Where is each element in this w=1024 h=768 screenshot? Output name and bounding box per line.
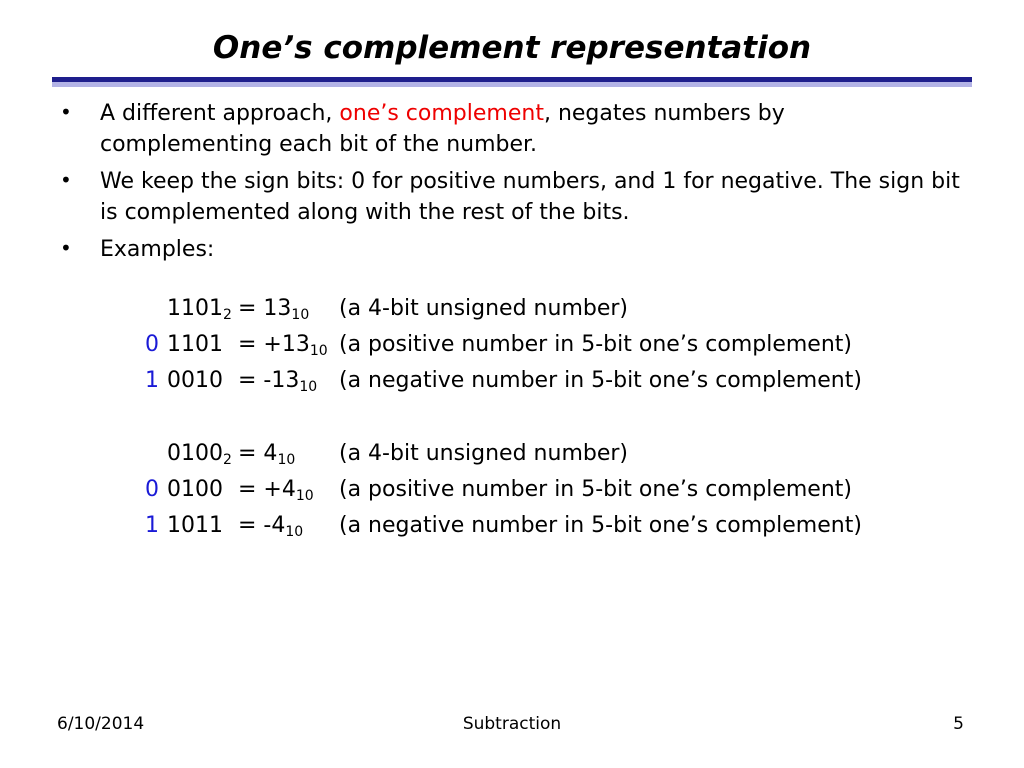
example-description: (a positive number in 5-bit one’s complement) (339, 477, 852, 502)
bullet-text: Examples: (100, 237, 215, 262)
page-number: 5 (953, 714, 964, 734)
bullet-dot-icon: • (60, 236, 72, 260)
bullet-text: We keep the sign bits: 0 for positive numbers, and 1 for negative. The sign bit is complemented along with the rest of the bits. (100, 169, 960, 225)
binary-value: 1101 (167, 332, 223, 357)
binary-value: 0100 (167, 477, 223, 502)
binary-value: $1101_2$ (167, 296, 232, 323)
footer-date: 6/10/2014 (57, 714, 145, 734)
sign-bit: 1 (145, 368, 159, 393)
bullet-list (60, 98, 960, 271)
title-divider-shadow (52, 82, 972, 87)
decimal-value: = $13_{10}$ (238, 296, 310, 323)
footer-title: Subtraction (462, 714, 562, 734)
decimal-value: = $-4_{10}$ (238, 513, 304, 540)
binary-value: 1011 (167, 513, 223, 538)
example-description: (a 4-bit unsigned number) (339, 296, 628, 321)
example-description: (a negative number in 5-bit one’s complement) (339, 368, 862, 393)
example-description: (a positive number in 5-bit one’s complement) (339, 332, 852, 357)
bullet-text: , negates numbers by complementing each bit of the number. (100, 101, 785, 157)
bullet-item (60, 234, 960, 265)
bullet-item (60, 166, 960, 228)
decimal-value: = $+13_{10}$ (238, 332, 328, 359)
sign-bit: 0 (145, 477, 159, 502)
decimal-value: = $-13_{10}$ (238, 368, 318, 395)
example-description: (a 4-bit unsigned number) (339, 441, 628, 466)
example-description: (a negative number in 5-bit one’s complement) (339, 513, 862, 538)
bullet-dot-icon: • (60, 100, 72, 124)
binary-value: 0010 (167, 368, 223, 393)
binary-value: $0100_2$ (167, 441, 232, 468)
highlighted-term: one’s complement (339, 101, 544, 126)
slide-title: One’s complement representation (212, 30, 812, 66)
bullet-dot-icon: • (60, 168, 72, 192)
decimal-value: = $+4_{10}$ (238, 477, 314, 504)
bullet-item (60, 98, 960, 160)
decimal-value: = $4_{10}$ (238, 441, 296, 468)
sign-bit: 0 (145, 332, 159, 357)
sign-bit: 1 (145, 513, 159, 538)
bullet-text: A different approach, (100, 101, 340, 126)
